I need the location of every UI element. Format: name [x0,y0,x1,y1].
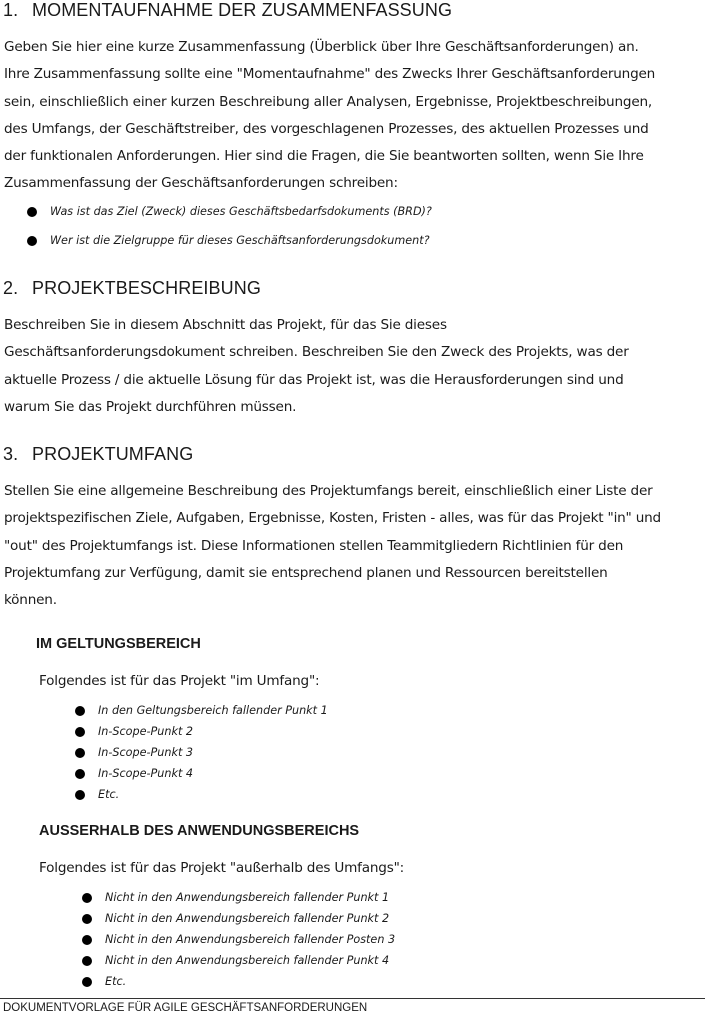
paragraph-line: der funktionalen Anforderungen. Hier sind die Fragen, die Sie beantworten sollten, wenn Sie Ihre [4,148,644,165]
list-item-text: In-Scope-Punkt 4 [98,767,194,780]
paragraph-line: Stellen Sie eine allgemeine Beschreibung des Projektumfangs bereit, einschließlich einer Liste der [4,483,653,499]
paragraph-line: Projektumfang zur Verfügung, damit sie entsprechend planen und Ressourcen bereitstellen [4,564,608,581]
list-item-text: Nicht in den Anwendungsbereich fallender Posten 3 [105,933,396,946]
section-1-title: MOMENTAUFNAHME DER ZUSAMMENFASSUNG [32,0,453,20]
paragraph-line: "out" des Projektumfangs ist. Diese Informationen stellen Teammitgliedern Richtlinien für den [4,537,624,554]
section-3-number: 3. [3,444,19,464]
list-item-text: Was ist das Ziel (Zweck) dieses Geschäftsbedarfsdokuments (BRD)? [50,205,432,218]
bullet-dot-icon [82,956,92,966]
bullet-dot-icon [27,236,37,246]
list-item-text: Nicht in den Anwendungsbereich fallender Punkt 4 [105,954,390,967]
section-2-number: 2. [3,278,19,298]
list-item-text: In-Scope-Punkt 3 [98,746,194,759]
list-item-text: Wer ist die Zielgruppe für dieses Geschäftsanforderungsdokument? [50,234,430,247]
bullet-dot-icon [75,790,85,800]
paragraph-line: können. [4,592,57,609]
bullet-dot-icon [82,977,92,987]
in-scope-heading: IM GELTUNGSBEREICH [36,636,201,652]
section-1-number: 1. [3,0,19,20]
bullet-dot-icon [82,893,92,903]
section-2-title: PROJEKTBESCHREIBUNG [32,278,261,298]
bullet-dot-icon [75,748,85,758]
paragraph-line: Ihre Zusammenfassung sollte eine "Momentaufnahme" des Zwecks Ihrer Geschäftsanforderungen [4,66,656,83]
paragraph-line: Beschreiben Sie in diesem Abschnitt das Projekt, für das Sie dieses [4,317,447,333]
in-scope-intro: Folgendes ist für das Projekt "im Umfang": [39,673,320,689]
list-item-text: In den Geltungsbereich fallender Punkt 1 [98,704,328,717]
bullet-dot-icon [75,769,85,779]
bullet-dot-icon [82,935,92,945]
section-3-paragraph [4,478,704,614]
list-item-text: Nicht in den Anwendungsbereich fallender Punkt 1 [105,891,390,904]
paragraph-line: Geschäftsanforderungsdokument schreiben. Beschreiben Sie den Zweck des Projekts, was der [4,344,629,361]
footer-text: DOKUMENTVORLAGE FÜR AGILE GESCHÄFTSANFORDERUNGEN [3,1002,368,1014]
bullet-dot-icon [75,727,85,737]
out-scope-intro: Folgendes ist für das Projekt "außerhalb des Umfangs": [39,860,405,876]
section-3-heading [3,444,193,465]
section-2-paragraph [4,312,704,421]
section-1-paragraph [4,34,704,198]
list-item-text: Etc. [98,788,120,801]
paragraph-line: aktuelle Prozess / die aktuelle Lösung für das Projekt ist, was die Herausforderungen sind und [4,371,624,388]
list-item-text: In-Scope-Punkt 2 [98,725,194,738]
paragraph-line: warum Sie das Projekt durchführen müssen. [4,398,297,415]
out-scope-heading: AUSSERHALB DES ANWENDUNGSBEREICHS [39,823,360,839]
paragraph-line: Zusammenfassung der Geschäftsanforderungen schreiben: [4,175,398,192]
bullet-dot-icon [75,706,85,716]
bullet-dot-icon [27,207,37,217]
section-1-heading [3,0,452,21]
list-item-text: Etc. [105,975,127,988]
paragraph-line: des Umfangs, der Geschäftstreiber, des vorgeschlagenen Prozesses, des aktuellen Prozesses und [4,120,649,137]
section-2-heading [3,278,261,299]
bullet-dot-icon [82,914,92,924]
paragraph-line: Geben Sie hier eine kurze Zusammenfassung (Überblick über Ihre Geschäftsanforderungen) an. [4,39,639,55]
footer-divider [0,998,705,999]
paragraph-line: projektspezifischen Ziele, Aufgaben, Ergebnisse, Kosten, Fristen - alles, was für das Projekt "in" und [4,510,661,527]
list-item-text: Nicht in den Anwendungsbereich fallender Punkt 2 [105,912,390,925]
section-3-title: PROJEKTUMFANG [32,444,194,464]
paragraph-line: sein, einschließlich einer kurzen Beschreibung aller Analysen, Ergebnisse, Projektbeschreibungen, [4,93,653,110]
